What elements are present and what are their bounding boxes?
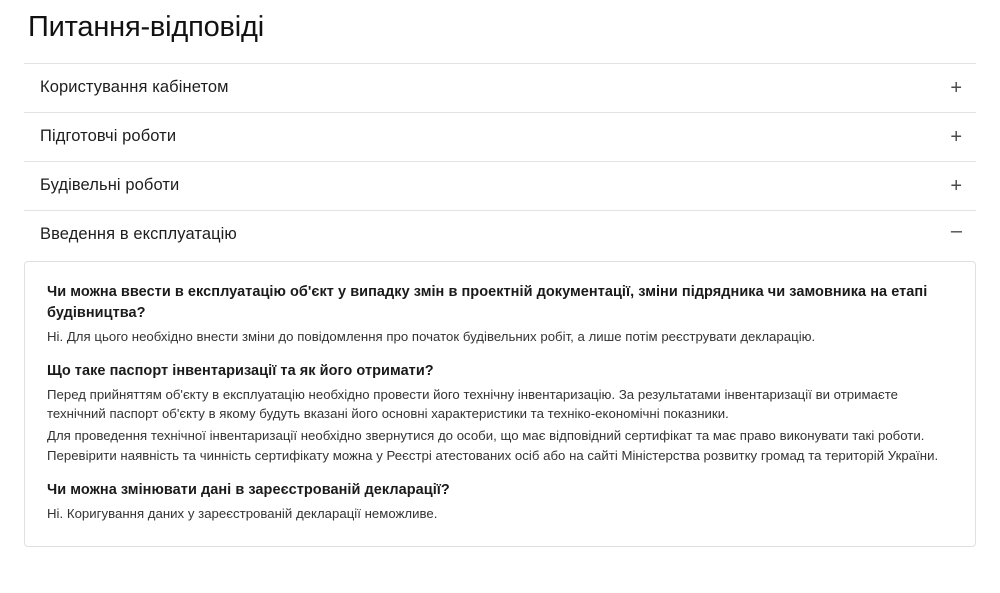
accordion-item-vvedennya (24, 210, 976, 547)
qa-block (47, 480, 953, 524)
bottom-spacer (24, 553, 976, 593)
accordion-header-budivelni[interactable] (24, 162, 976, 210)
accordion-panel-vvedennya (24, 261, 976, 547)
plus-icon[interactable]: + (950, 125, 962, 148)
qa-answer: Для проведення технічної інвентаризації необхідно звернутися до особи, що має відповідний сертифікат та має право виконувати такі роботи. Перевірити наявність та чинність сертифікату можна у Реєстрі атестованих осіб або на сайті Міністерства розвитку громад та територій України. (47, 428, 939, 464)
accordion-header-kabinet[interactable] (24, 64, 976, 112)
accordion-header-vvedennya[interactable] (24, 211, 976, 259)
accordion-label-kabinet: Користування кабінетом (40, 78, 229, 97)
accordion-label-pidgotovchi: Підготовчі роботи (40, 127, 177, 146)
minus-icon[interactable]: – (950, 219, 962, 242)
qa-answer: Ні. Для цього необхідно внести зміни до повідомлення про початок будівельних робіт, а лише потім реєструвати декларацію. (47, 328, 816, 344)
qa-question: Чи можна змінювати дані в зареєстрованій декларації? (47, 481, 450, 498)
accordion-label-budivelni: Будівельні роботи (40, 176, 180, 195)
accordion-label-vvedennya: Введення в експлуатацію (40, 225, 237, 244)
accordion-item-budivelni (24, 161, 976, 210)
accordion-item-pidgotovchi (24, 112, 976, 161)
accordion-header-pidgotovchi[interactable] (24, 113, 976, 161)
faq-accordion (24, 63, 976, 547)
qa-answer: Ні. Коригування даних у зареєстрованій декларації неможливе. (47, 505, 438, 521)
qa-question: Чи можна ввести в експлуатацію об'єкт у випадку змін в проектній документації, зміни підрядника чи замовника на етапі будівництва? (47, 283, 928, 321)
plus-icon[interactable]: + (950, 174, 962, 197)
qa-question: Що таке паспорт інвентаризації та як його отримати? (47, 362, 434, 379)
qa-block (47, 361, 953, 466)
page-title: Питання-відповіді (28, 11, 264, 43)
accordion-item-kabinet (24, 63, 976, 112)
qa-block (47, 282, 953, 347)
plus-icon[interactable]: + (950, 76, 962, 99)
qa-answer: Перед прийняттям об'єкту в експлуатацію необхідно провести його технічну інвентаризацію. За результатами інвентаризації ви отримаєте технічний паспорт об'єкту в якому будуть вказані його основні характеристики та техніко-економічні показники. (47, 386, 898, 422)
